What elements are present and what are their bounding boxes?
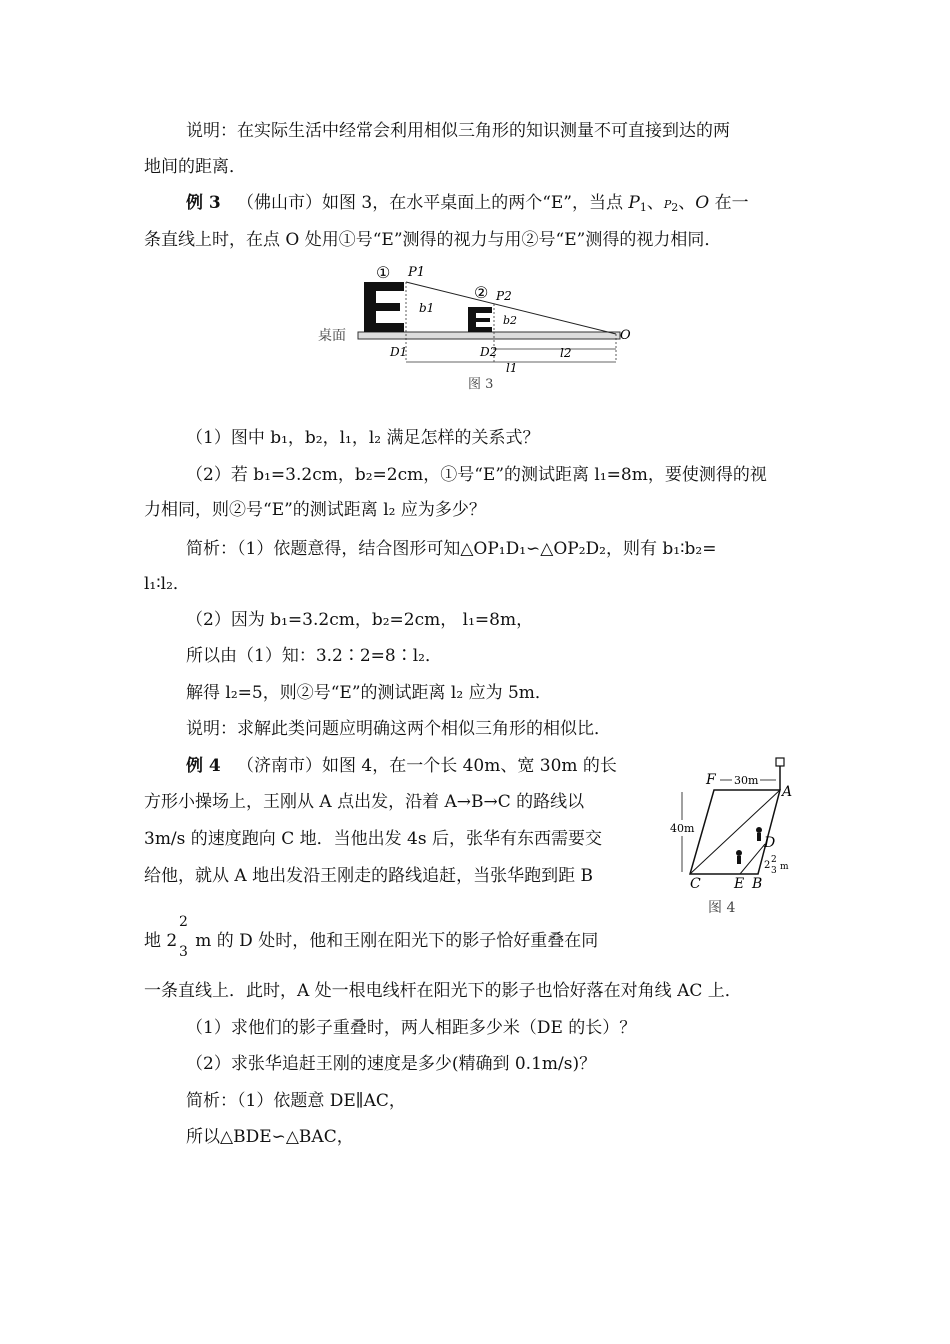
example4-line-3: 3m/s 的速度跑向 C 地．当他出发 4s 后，张华有东西需要交 — [144, 829, 602, 849]
height-label: 40m — [670, 822, 695, 835]
b2-label: b2 — [503, 314, 518, 327]
b-label: B — [752, 876, 763, 892]
example3-question-2b: 力相同，则②号“E”的测试距离 l₂ 应为多少？ — [144, 500, 486, 520]
circle-two-label: ② — [474, 283, 489, 302]
f-label: F — [706, 772, 716, 788]
example3-solution-3: 所以由（1）知：3.2∶2=8∶l₂． — [186, 646, 442, 666]
example4-solution-2: 所以△BDE∽△BAC， — [186, 1127, 354, 1147]
example4-question-2: （2）求张华追赶王刚的速度是多少(精确到 0.1m/s)？ — [186, 1054, 597, 1074]
figure-4-caption: 图 4 — [708, 900, 736, 916]
figure-3-caption: 图 3 — [468, 377, 494, 392]
desk-surface — [358, 332, 620, 339]
example4-text: （济南市）如图 4，在一个长 40m、宽 30m 的长 — [236, 756, 617, 776]
runner-icon-2 — [736, 850, 742, 864]
example3-solution-1a: 简析：（1）依题意得，结合图形可知△OP₁D₁∽△OP₂D₂，则有 b₁∶b₂= — [186, 539, 717, 559]
example3-question-2a: （2）若 b₁=3.2cm，b₂=2cm，①号“E”的测试距离 l₁=8m，要使测得的视 — [186, 465, 767, 485]
p1-label: P1 — [408, 265, 426, 280]
figure-3 — [310, 258, 640, 398]
example4-solution-1: 简析：（1）依题意 DE∥AC， — [186, 1091, 406, 1111]
example4-line-5 — [144, 929, 598, 953]
example3-solution-1b: l₁∶l₂． — [144, 574, 190, 594]
runner-icon — [756, 827, 762, 841]
figure-4 — [668, 752, 808, 922]
d-label: D — [764, 835, 776, 851]
example4-question-1: （1）求他们的影子重叠时，两人相距多少米（DE 的长）？ — [186, 1018, 637, 1038]
big-e-shape — [364, 282, 404, 332]
example4-line-2: 方形小操场上，王刚从 A 点出发，沿着 A→B→C 的路线以 — [144, 792, 585, 812]
example3-text-end: 在一 — [714, 193, 749, 213]
example3-solution-4: 解得 l₂=5，则②号“E”的测试距离 l₂ 应为 5m． — [186, 683, 552, 703]
fraction-numerator: 2 — [179, 914, 188, 930]
l2-label: l2 — [560, 346, 572, 360]
example3-line-1: 例 3 （佛山市）如图 3，在水平桌面上的两个“E”，当点 $P_1$、$P_2$、O 在一 — [186, 193, 749, 214]
o-label: O — [620, 328, 631, 343]
example3-question-1: （1）图中 b₁，b₂，l₁，l₂ 满足怎样的关系式？ — [186, 428, 540, 448]
width-label: 30m — [734, 774, 759, 787]
fraction-denominator: 3 — [179, 944, 188, 960]
distance-num: 2 — [771, 855, 777, 865]
e-label: E — [734, 876, 745, 892]
example4-line-4: 给他，就从 A 地出发沿王刚走的路线追赶，当张华跑到距 B — [144, 866, 593, 886]
d2-label: D2 — [480, 345, 498, 359]
circle-one-label: ① — [376, 263, 391, 282]
example4-line-6: 一条直线上．此时，A 处一根电线杆在阳光下的影子也恰好落在对角线 AC 上． — [144, 981, 742, 1001]
example4-l5-post: m 的 D 处时，他和王刚在阳光下的影子恰好重叠在同 — [195, 931, 599, 951]
distance-int: 2 — [764, 860, 771, 871]
c-label: C — [690, 876, 701, 892]
note-line-1: 说明：在实际生活中经常会利用相似三角形的知识测量不可直接到达的两 — [186, 121, 730, 141]
p2-label: P2 — [496, 289, 512, 303]
b1-label: b1 — [419, 301, 435, 315]
d1-label: D1 — [390, 345, 408, 359]
example3-text: （佛山市）如图 3，在水平桌面上的两个“E”，当点 — [236, 193, 623, 213]
distance-unit: m — [780, 862, 789, 872]
example3-line-2: 条直线上时，在点 O 处用①号“E”测得的视力与用②号“E”测得的视力相同． — [144, 230, 722, 250]
desk-label: 桌面 — [318, 328, 346, 344]
l1-label: l1 — [506, 361, 518, 375]
example3-label: 例 3 — [186, 193, 221, 213]
lamp-icon — [776, 758, 784, 766]
example3-note: 说明：求解此类问题应明确这两个相似三角形的相似比． — [186, 719, 611, 739]
example4-line-1 — [186, 754, 617, 778]
example4-label: 例 4 — [186, 756, 221, 776]
a-label: A — [782, 784, 793, 800]
small-e-shape — [468, 307, 492, 332]
example4-l5-pre: 地 2 — [144, 931, 178, 951]
distance-den: 3 — [771, 866, 777, 876]
note-line-2: 地间的距离． — [144, 157, 246, 177]
example3-solution-2: （2）因为 b₁=3.2cm，b₂=2cm， l₁=8m， — [186, 610, 534, 630]
